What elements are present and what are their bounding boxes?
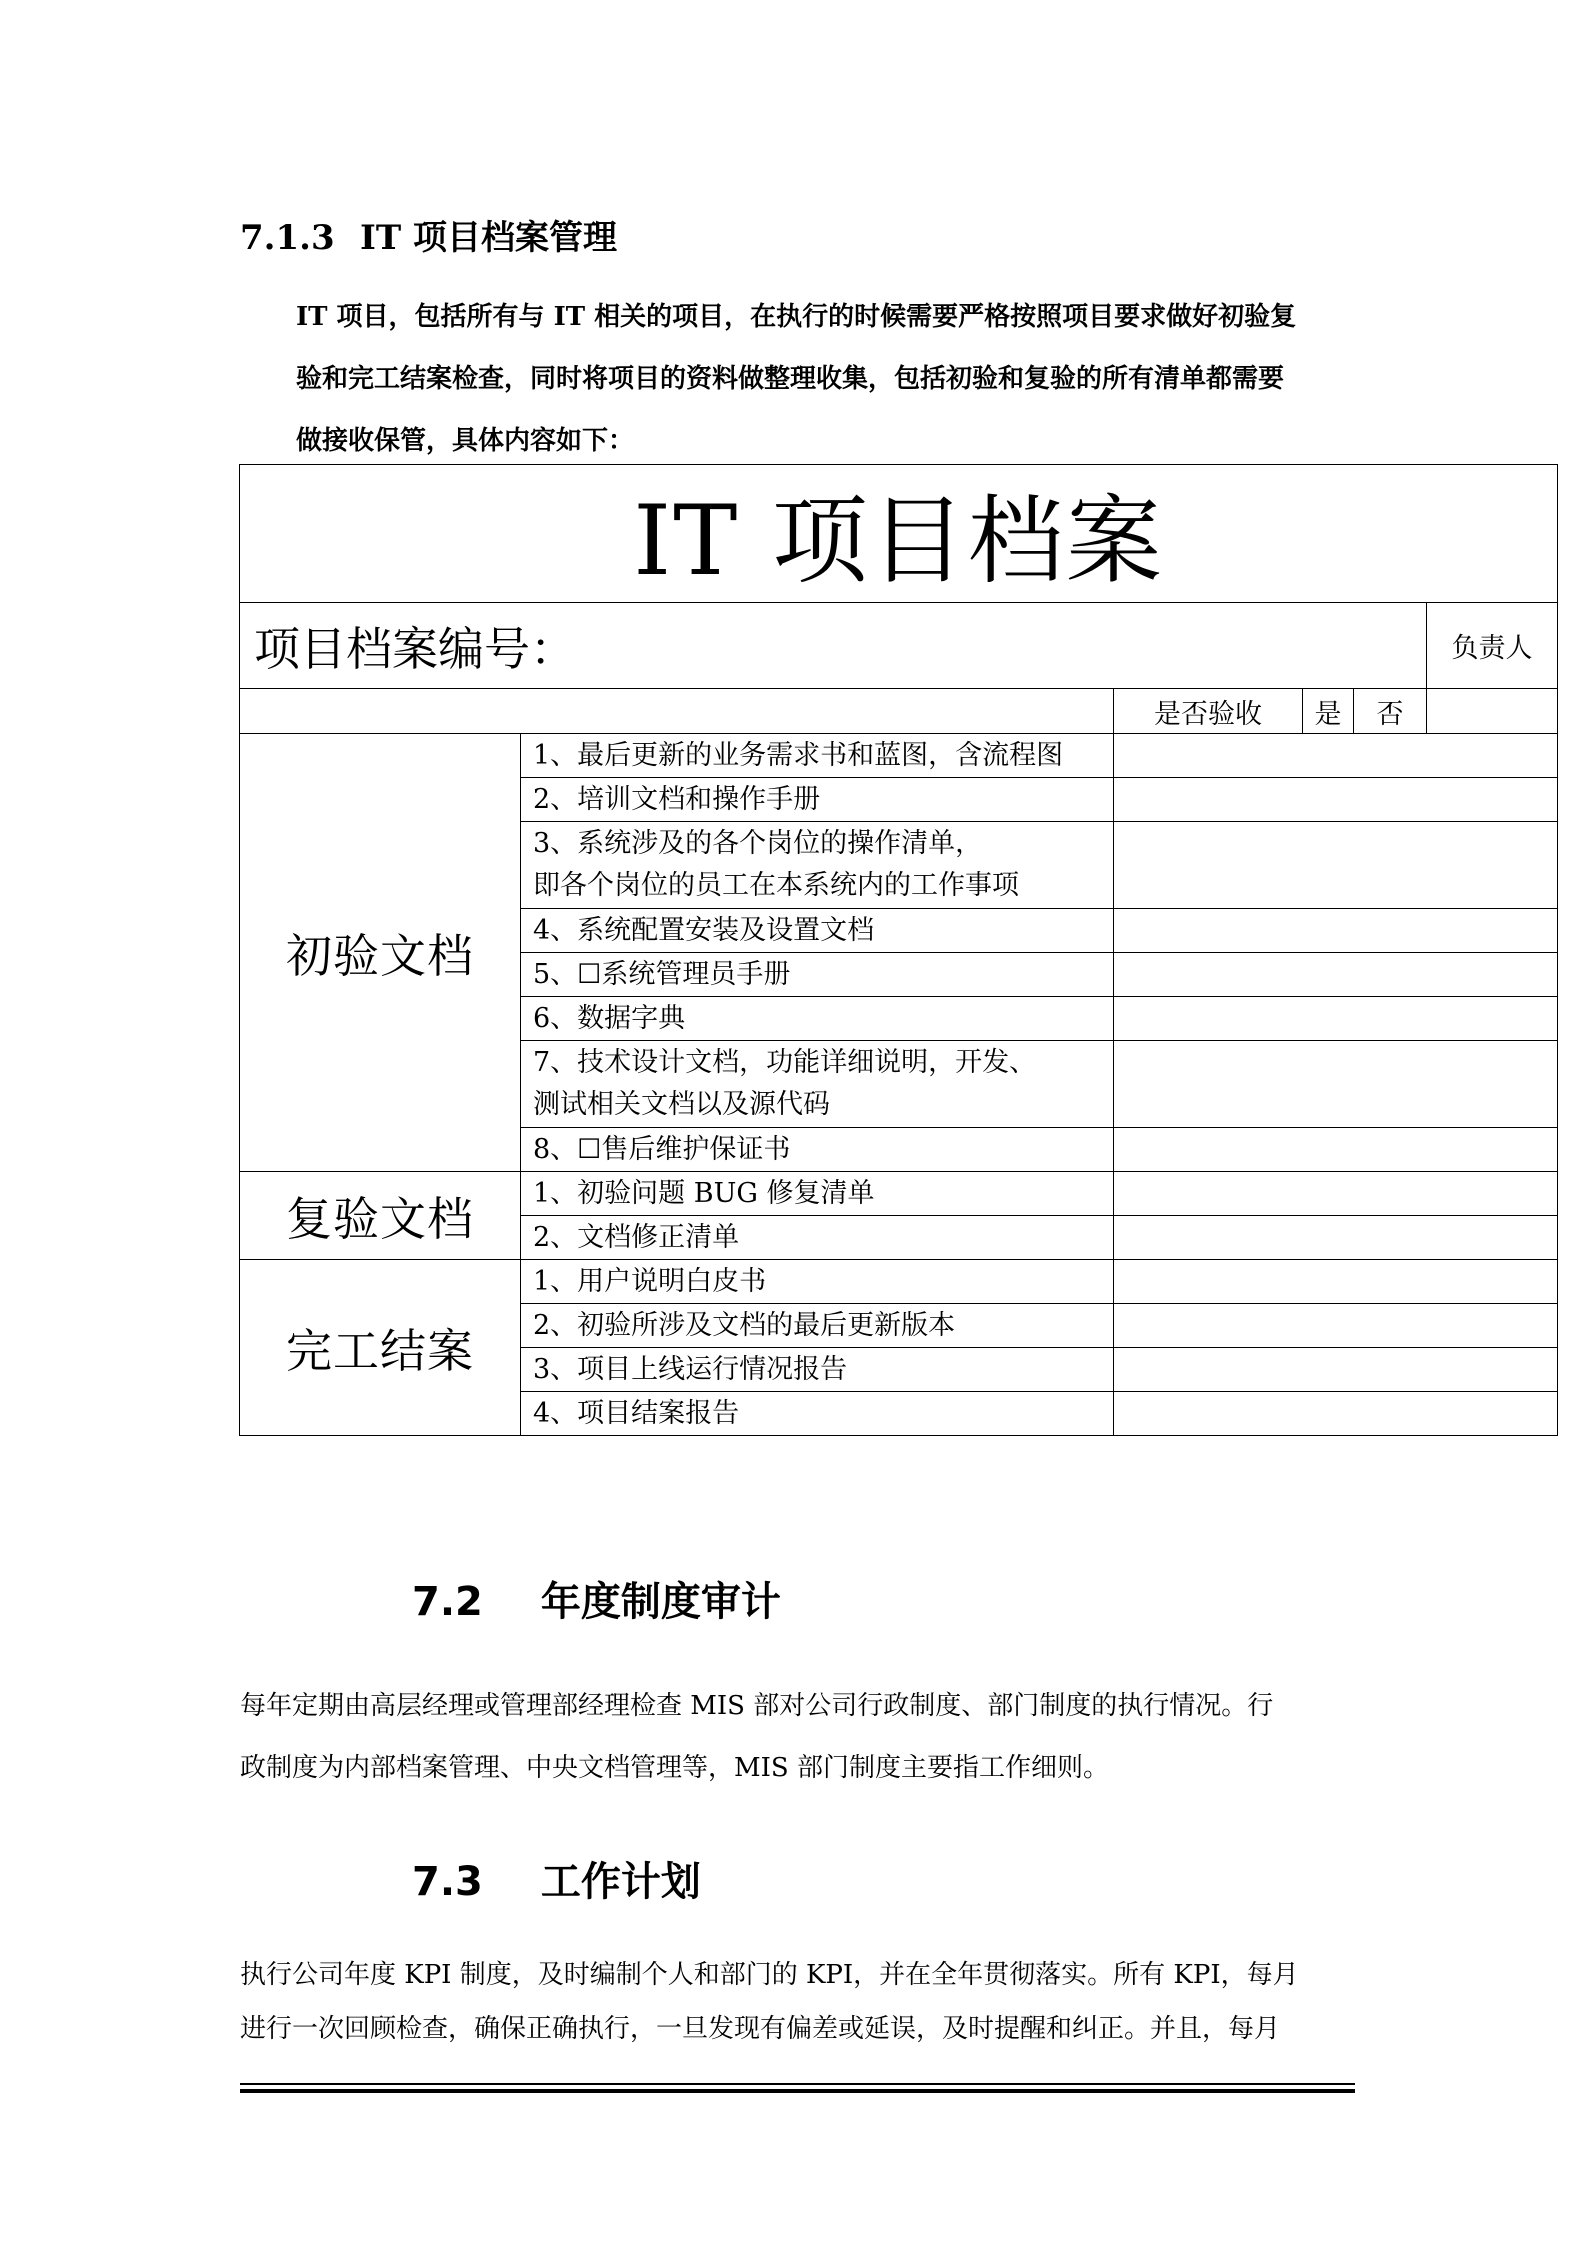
section-heading-7-1-3 — [240, 210, 617, 259]
check-cell — [1114, 1172, 1558, 1216]
plan-line-1: 执行公司年度 KPI 制度，及时编制个人和部门的 KPI，并在全年贯彻落实。所有 KPI，每月 — [240, 1960, 1299, 1990]
doc-item: 3、系统涉及的各个岗位的操作清单， 即各个岗位的员工在本系统内的工作事项 — [521, 822, 1114, 909]
doc-item: 5、☐系统管理员手册 — [521, 953, 1114, 997]
check-cell — [1114, 1348, 1558, 1392]
intro-line-2: 验和完工结案检查，同时将项目的资料做整理收集，包括初验和复验的所有清单都需要 — [296, 364, 1285, 394]
audit-line-1: 每年定期由高层经理或管理部经理检查 MIS 部对公司行政制度、部门制度的执行情况。行 — [240, 1691, 1274, 1721]
section-number: 7.1.3 — [240, 218, 335, 258]
intro-line-3: 做接收保管，具体内容如下： — [296, 426, 635, 456]
check-cell — [1114, 822, 1558, 909]
check-cell — [1114, 778, 1558, 822]
doc-item: 2、初验所涉及文档的最后更新版本 — [521, 1304, 1114, 1348]
doc-item: 4、项目结案报告 — [521, 1392, 1114, 1436]
section-heading-7-3 — [412, 1850, 701, 1907]
check-cell — [1114, 1128, 1558, 1172]
plan-paragraph — [240, 1948, 1355, 2056]
check-cell — [1114, 909, 1558, 953]
section-initial-acceptance: 初验文档 — [240, 734, 521, 1172]
section-number: 7.3 — [412, 1859, 483, 1905]
doc-item: 2、培训文档和操作手册 — [521, 778, 1114, 822]
doc-item: 8、☐售后维护保证书 — [521, 1128, 1114, 1172]
footer-rule-thin — [240, 2083, 1355, 2085]
blank-cell — [240, 689, 1114, 734]
accept-no-label: 否 — [1354, 689, 1427, 734]
plan-line-2: 进行一次回顾检查，确保正确执行，一旦发现有偏差或延误，及时提醒和纠正。并且，每月 — [240, 2014, 1281, 2044]
audit-line-2: 政制度为内部档案管理、中央文档管理等，MIS 部门制度主要指工作细则。 — [240, 1753, 1109, 1783]
doc-item: 6、数据字典 — [521, 997, 1114, 1041]
owner-label: 负责人 — [1427, 603, 1558, 689]
check-cell — [1114, 1392, 1558, 1436]
check-cell — [1114, 1041, 1558, 1128]
archive-code-label: 项目档案编号： — [240, 603, 1427, 689]
footer-rule-thick — [240, 2089, 1355, 2093]
check-cell — [1114, 997, 1558, 1041]
intro-paragraph — [296, 286, 1356, 472]
check-cell — [1114, 1260, 1558, 1304]
archive-table-title: IT 项目档案 — [240, 465, 1558, 603]
check-cell — [1114, 734, 1558, 778]
audit-paragraph — [240, 1675, 1355, 1799]
it-archive-table — [239, 464, 1558, 1436]
section-re-acceptance: 复验文档 — [240, 1172, 521, 1260]
doc-item: 1、初验问题 BUG 修复清单 — [521, 1172, 1114, 1216]
doc-item: 4、系统配置安装及设置文档 — [521, 909, 1114, 953]
doc-item: 1、最后更新的业务需求书和蓝图，含流程图 — [521, 734, 1114, 778]
check-cell — [1114, 953, 1558, 997]
section-title: IT 项目档案管理 — [360, 218, 618, 258]
doc-item: 7、技术设计文档，功能详细说明，开发、 测试相关文档以及源代码 — [521, 1041, 1114, 1128]
owner-cell — [1427, 689, 1558, 734]
check-cell — [1114, 1216, 1558, 1260]
section-number: 7.2 — [412, 1579, 483, 1625]
check-cell — [1114, 1304, 1558, 1348]
section-heading-7-2 — [412, 1570, 781, 1627]
doc-item: 3、项目上线运行情况报告 — [521, 1348, 1114, 1392]
doc-item: 2、文档修正清单 — [521, 1216, 1114, 1260]
accept-yes-label: 是 — [1303, 689, 1354, 734]
doc-item: 1、用户说明白皮书 — [521, 1260, 1114, 1304]
section-completion: 完工结案 — [240, 1260, 521, 1436]
accept-label: 是否验收 — [1114, 689, 1303, 734]
intro-line-1: IT 项目，包括所有与 IT 相关的项目，在执行的时候需要严格按照项目要求做好初验复 — [296, 302, 1297, 332]
section-title: 年度制度审计 — [540, 1579, 781, 1625]
section-title: 工作计划 — [540, 1859, 701, 1905]
